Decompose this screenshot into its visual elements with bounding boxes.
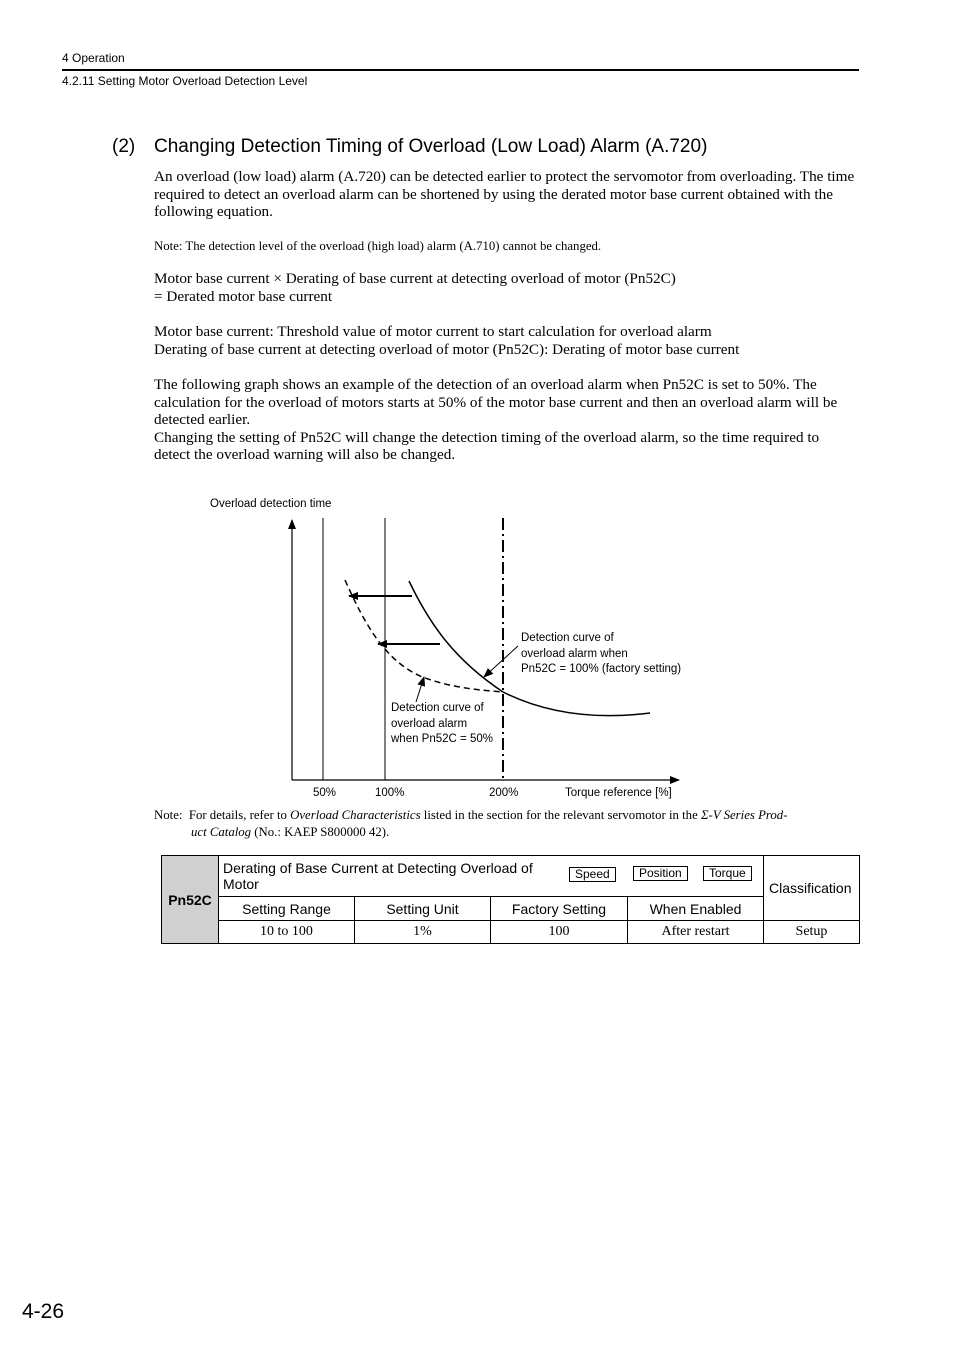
header-factory-setting: Factory Setting (491, 897, 628, 921)
intro-text: An overload (low load) alarm (A.720) can be detected earlier to protect the servomotor from overloading. The time required to detect an overload alarm can be shortened by using the derated motor base current obtained with the following equation. (154, 168, 855, 220)
header-when-enabled: When Enabled (628, 897, 764, 921)
label-curve-50-line-2: overload alarm (391, 717, 468, 730)
note-reference (154, 807, 859, 841)
note-detection-level: Note: The detection level of the overload (high load) alarm (A.710) cannot be changed. (154, 239, 602, 253)
value-classification: Setup (764, 921, 860, 944)
definition-line-1: Motor base current: Threshold value of motor current to start calculation for overload alarm (154, 323, 712, 340)
value-setting-range: 10 to 100 (219, 921, 355, 944)
value-when-enabled: After restart (628, 921, 764, 944)
label-curve-100-line-2: overload alarm when (521, 647, 628, 660)
tag-position: Position (633, 866, 688, 881)
leader-curve-100 (484, 646, 518, 677)
note-suffix: (No.: KAEP S800000 42). (251, 825, 390, 839)
note-prefix: Note: For details, refer to (154, 808, 291, 822)
explanation-p1: The following graph shows an example of the detection of an overload alarm when Pn52C is set to 50%. The calculation for the overload of motors starts at 50% of the motor base current and then an overload alarm will be detected earlier. (154, 376, 838, 428)
equation-line-1: Motor base current × Derating of base current at detecting overload of motor (Pn52C) (154, 270, 676, 287)
leader-curve-50 (416, 677, 424, 702)
note-catalog-2: uct Catalog (191, 825, 252, 839)
y-axis-label: Overload detection time (210, 498, 332, 510)
label-curve-100-line-1: Detection curve of (521, 632, 614, 644)
note-catalog-1: Σ-V Series Prod- (700, 808, 788, 822)
label-curve-50-line-3: when Pn52C = 50% (391, 733, 493, 745)
label-curve-100-line-3: Pn52C = 100% (factory setting) (521, 663, 682, 675)
equation-line-2: = Derated motor base current (154, 287, 333, 305)
page-number: 4-26 (22, 1300, 65, 1323)
section-header: 4.2.11 Setting Motor Overload Detection Level (62, 74, 308, 88)
note-reference-line-1 (154, 807, 859, 824)
param-code: Pn52C (162, 856, 219, 944)
note-reference-line-2 (154, 824, 859, 841)
param-name: Derating of Base Current at Detecting Overload of Motor (223, 860, 533, 892)
param-name-cell (219, 856, 764, 897)
tick-100: 100% (375, 787, 405, 799)
section-title: Changing Detection Timing of Overload (Low Load) Alarm (A.720) (154, 136, 708, 157)
heading-number: (2) (112, 136, 136, 157)
value-factory-setting: 100 (491, 921, 628, 944)
parameter-table (161, 855, 860, 944)
label-curve-50 (391, 701, 493, 748)
note-mid: listed in the section for the relevant servomotor in the (420, 808, 701, 822)
value-setting-unit: 1% (355, 921, 491, 944)
explanation-p2: Changing the setting of Pn52C will change the detection timing of the overload alarm, so the time required to detect the overload warning will also be changed. (154, 428, 820, 463)
label-curve-50-line-1: Detection curve of (391, 702, 484, 714)
classification-header: Classification (764, 856, 860, 921)
tag-speed: Speed (569, 867, 616, 882)
tag-torque: Torque (703, 866, 752, 881)
tick-50: 50% (313, 787, 337, 799)
note-ref-title: Overload Characteristics (290, 808, 421, 822)
header-setting-unit: Setting Unit (355, 897, 491, 921)
definition-line-2: Derating of base current at detecting overload of motor (Pn52C): Derating of motor base current (154, 340, 740, 358)
chapter-header: 4 Operation (62, 51, 125, 65)
x-axis-label: Torque reference [%] (565, 787, 672, 799)
tick-200: 200% (489, 787, 519, 799)
header-setting-range: Setting Range (219, 897, 355, 921)
label-curve-100 (521, 631, 681, 678)
